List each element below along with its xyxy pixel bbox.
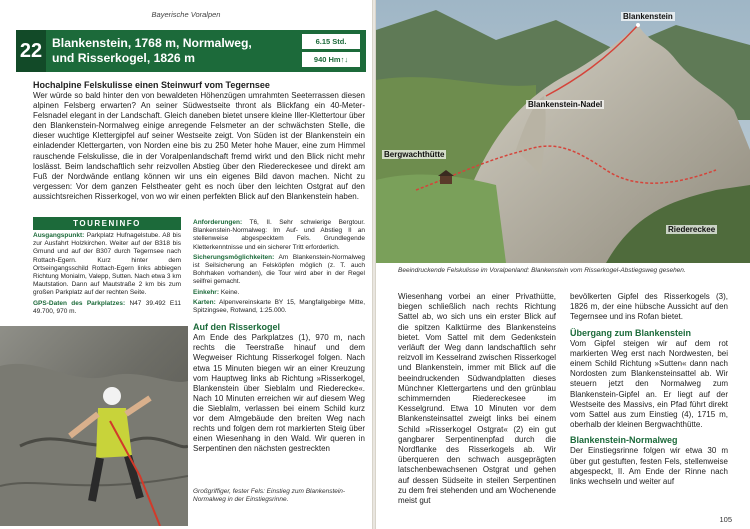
gps-label: GPS-Daten des Parkplatzes: xyxy=(33,299,126,307)
section-heading-normalweg: Blankenstein-Normalweg xyxy=(570,435,678,446)
tour-title-line2: und Risserkogel, 1826 m xyxy=(52,51,195,65)
left-page xyxy=(0,0,372,529)
tour-title xyxy=(52,36,282,66)
section-heading-uebergang: Übergang zum Blankenstein xyxy=(570,327,692,338)
safety-label: Sicherungsmöglichkeiten: xyxy=(193,253,275,261)
refuge-text: Keine. xyxy=(220,288,240,296)
climber-photo-caption: Großgriffiger, fester Fels: Einstieg zum Blankenstein-Normalweg in der Einstiegsrinne. xyxy=(193,488,346,503)
photo-label-summit: Blankenstein xyxy=(623,12,673,21)
tour-title-box xyxy=(16,30,366,72)
requirements xyxy=(193,219,365,252)
elevation-badge: 940 Hm↑↓ xyxy=(302,52,360,67)
right-column-2 xyxy=(570,292,728,487)
tour-title-line1: Blankenstein, 1768 m, Normalweg, xyxy=(52,36,252,50)
requirements-label: Anforderungen: xyxy=(193,219,243,226)
maps xyxy=(193,299,365,315)
requirements-text: T6, II. Sehr schwierige Bergtour. Blankenstein-Normalweg: Im Auf- und Abstieg II an stellenweise abgespecktem Fels. Grundlegende Kletterkenntnisse und ein sicherer Tritt erforderlich. xyxy=(193,219,365,251)
right-column-2-text-a: bevölkerten Gipfel des Risserkogels (3), 1826 m, der eine hübsche Aussicht auf den Tegernsee und ins Rofan bietet. xyxy=(570,292,728,322)
right-column-2-text-b: Vom Gipfel steigen wir auf dem rot markierten Weg erst nach Nordwesten, bei einem Schild Richtung »Sutten« dann nach Nordosten zum Blankensteinsattel ab. Wir steuern jetzt den Normalweg zum Blankenstein-Gipfel an. Er liegt auf der Westseite des Massivs, ein Pfad führt direkt vom Sattel aus zum Einstieg (4), 1715 m, oberhalb der kleinen Bergwachthütte. xyxy=(570,338,728,430)
right-column-2-text-c: Der Einstiegsrinne folgen wir etwa 30 m über gut gestuften, festen Fels, stellenweise abgespeckt, II. Am Ende der Rinne nach links wechseln und weiter auf xyxy=(570,446,728,487)
photo-label-hut: Bergwachthütte xyxy=(384,150,445,159)
start-point-label: Ausgangspunkt: xyxy=(33,232,85,239)
maps-label: Karten: xyxy=(193,298,216,306)
tour-subtitle: Hochalpine Felskulisse einen Steinwurf vom Tegernsee xyxy=(33,80,270,90)
requirements-column xyxy=(193,217,365,454)
refuge xyxy=(193,289,365,297)
mountain-photo-caption: Beeindruckende Felskulisse im Voralpenland: Blankenstein vom Risserkogel-Abstiegsweg gesehen. xyxy=(398,267,686,274)
gps-data xyxy=(33,300,181,316)
start-point-text: Parkplatz Hufnagelstube. A8 bis zur Ausfahrt Holzkirchen. Weiter auf der B318 bis Gmund und auf der B307 durch Tegernsee nach Rottach-Egern. Kurz hinter dem Ortseingangsschild Rottach-Egern links abbiegen Richtung Monialm, Valepp, Sutten. Nach etwa 3 km Mautstation. Dann auf Mautstraße 2 km bis zum großen Parkplatz auf der rechten Seite. xyxy=(33,232,182,297)
mountain-photo xyxy=(376,0,750,263)
safety-text: Am Blankenstein-Normalweg ist Seilsicherung an Felsköpfen möglich (z. T. auch Bohrhaken vorhanden), die Tour wird aber in der Regel seilfrei gemacht. xyxy=(193,253,366,286)
maps-text: Alpenvereinskarte BY 15, Mangfallgebirge Mitte, Spitzingsee, Rotwand, 1:25.000. xyxy=(193,298,365,315)
tour-number: 22 xyxy=(16,30,46,72)
right-column-1 xyxy=(398,292,556,506)
intro-text: Wer würde so bald hinter den von bewaldeten Höhenzügen umrahmten Seeterrassen diesen alpinen Felsberg erwarten? An seiner Südwestseite thront als Blickfang ein 40-Meter-Felsnadel elegant in der Landschaft. Gleich daneben bietet unsere kleine Iller-Klettertour über den Blankenstein-Normalweg einige anregende Felsmeter an der schwächsten Stelle, die dieser wuchtige Klettergipfel auf seiner Westseite zeigt. Von Süden ist der Blankenstein ein einladender Klettergarten, von Norden eine bis zu 250 Meter hohe Mauer, eine zum Himmel rauschende Felskulisse, die in der Voralpenlandschaft fremd wirkt und den Blick nicht mehr loslässt. Beim landschaftlich sehr reizvollen Abstieg über den Riedereckesee und direkt am Fuß der Nordwände entlang können wir uns ein eigenes Bild davon machen. Nicht zu vergessen: Vor dem ganzen Felstheater geht es noch über den leichten Ostgrat auf den aussichtsreichen Risserkogel, von wo wir einen perfekten Blick auf den Blankenstein haben. xyxy=(33,91,365,201)
safety xyxy=(193,254,365,287)
duration-badge: 6.15 Std. xyxy=(302,34,360,49)
start-point xyxy=(33,232,181,298)
refuge-label: Einkehr: xyxy=(193,288,220,296)
section-text-risserkogel: Am Ende des Parkplatzes (1), 970 m, nach rechts die Teerstraße hinauf und dem Wegweiser Richtung Risserkogel folgen. Nach etwa 15 Minuten biegen wir an einer Kreuzung vom Hauptweg links ab Richtung »Risserkogel, Blankenstein über Sieblalm und Riederecke«. Nach 10 Minuten erreichen wir auf diesem Weg die Sieblalm, verlassen bei einem Schild kurz vor dem Almgebäude den breiten Weg nach rechts und folgen dem rot markierten Steig über einen Wiesenhang in den Wald. Wir queren in Serpentinen den nächsten gestreckten xyxy=(193,333,365,454)
section-heading-risserkogel: Auf den Risserkogel xyxy=(193,322,281,333)
photo-label-needle: Blankenstein-Nadel xyxy=(528,100,603,109)
right-page xyxy=(376,0,750,529)
region-header: Bayerische Voralpen xyxy=(151,10,221,19)
right-column-1-text: Wiesenhang vorbei an einer Privathütte, biegen schließlich nach rechts Richtung Sattel ab, wo sich uns ein erster Blick auf die spitzen Kalktürme des Blankensteins bietet. Vom Sattel mit dem Gedenkstein verläuft der Weg dann landschaftlich sehr reizvoll im Kesselrand zwischen Risserkogel und Blankenstein, immer mit Blick auf die beeindruckenden Südwandplatten dieses Münchner Klettergartens und den grünblau schimmernden Riedereckesee im Kesselgrund. Etwa 10 Minuten vor dem Blankensteinsattel zweigt links bei einem Schild »Risserkogel Ostgrat« (2) ein gut gangbarer Serpentinenpfad durch die Nordflanke des Risserkogels ab. Wir überqueren den schwach ausgeprägten latschenbewachsenen Ostgrat und gehen auf dessen Südseite in steilen Serpentinen zu dem frei stehenden und am Wochenende meist gut xyxy=(398,292,556,506)
tour-info-heading: TOURENINFO xyxy=(33,217,181,230)
gps-text: N47 39.492 E11 49.700, 970 m. xyxy=(33,299,182,315)
climber-photo xyxy=(0,326,188,526)
climber-illustration xyxy=(0,326,188,526)
tour-info-column xyxy=(33,217,181,318)
page-number: 105 xyxy=(719,515,732,524)
photo-label-riedereck: Riedereckee xyxy=(668,225,716,234)
